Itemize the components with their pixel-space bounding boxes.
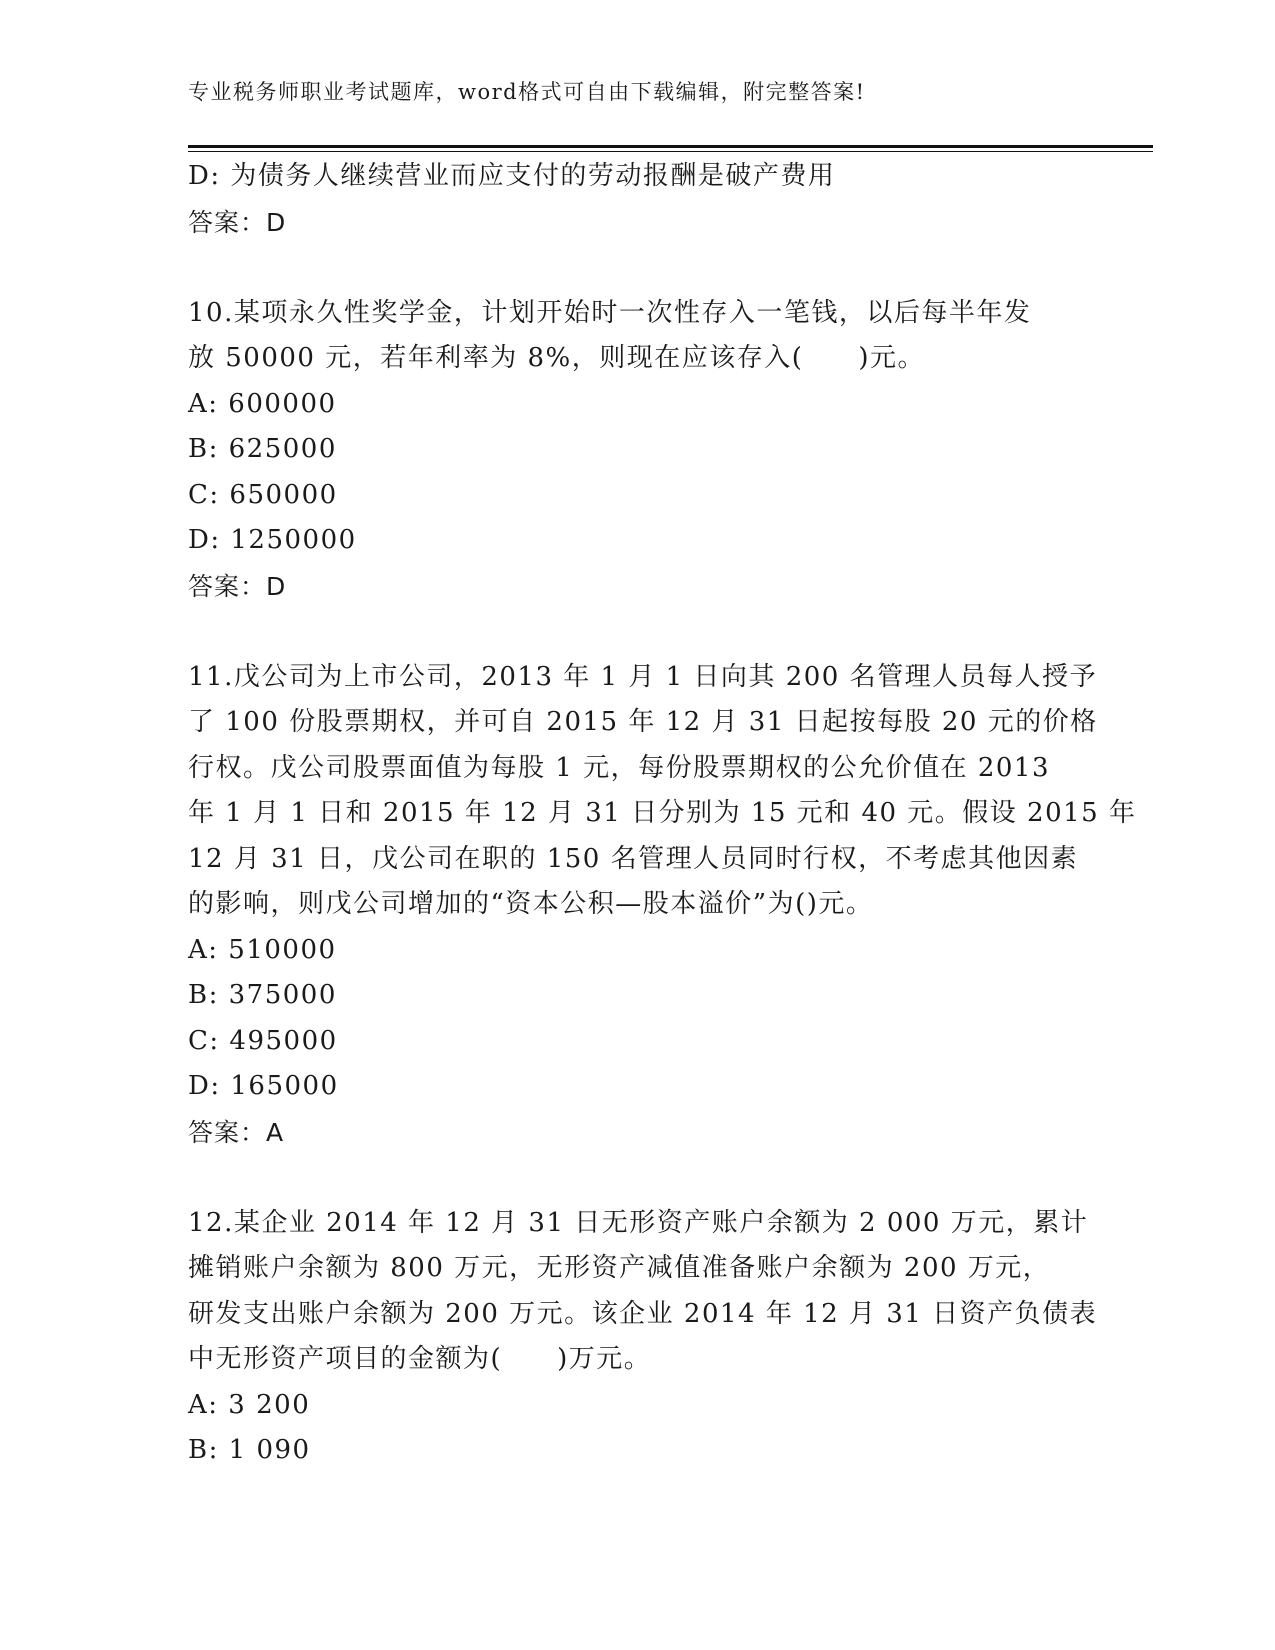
text-line: A: 3 200 [188, 1389, 311, 1420]
text-line: A: 600000 [188, 388, 337, 419]
text-line: 12 月 31 日，戊公司在职的 150 名管理人员同时行权，不考虑其他因素 [188, 843, 1079, 874]
text-line: 放 50000 元，若年利率为 8%，则现在应该存入( )元。 [188, 343, 926, 373]
text-line: 的影响，则戊公司增加的“资本公积—股本溢价”为()元。 [188, 889, 874, 919]
text-line: 中无形资产项目的金额为( )万元。 [188, 1344, 652, 1374]
text-line: 10.某项永久性奖学金，计划开始时一次性存入一笔钱，以后每半年发 [188, 297, 1032, 328]
text-line: 12.某企业 2014 年 12 月 31 日无形资产账户余额为 2 000 万元，累计 [188, 1207, 1089, 1238]
paragraph-gap [188, 1155, 1088, 1201]
page-header: 专业税务师职业考试题库，word格式可自由下载编辑，附完整答案! [188, 80, 866, 104]
answer-line: 答案：D [188, 207, 287, 237]
paragraph-gap [188, 245, 1088, 291]
text-line: C: 650000 [188, 479, 338, 510]
text-line: A: 510000 [188, 934, 337, 965]
text-line: D: 为债务人继续营业而应支付的劳动报酬是破产费用 [188, 161, 836, 191]
text-line: 年 1 月 1 日和 2015 年 12 月 31 日分别为 15 元和 40 元。假设 2015 年 [188, 798, 1137, 828]
text-line: D: 165000 [188, 1071, 339, 1101]
answer-line: 答案：D [188, 571, 287, 601]
text-line: D: 1250000 [188, 525, 357, 555]
text-line: B: 375000 [188, 980, 337, 1010]
text-line: C: 495000 [188, 1025, 338, 1056]
header-rule-thin [188, 151, 1153, 152]
text-line: 摊销账户余额为 800 万元，无形资产减值准备账户余额为 200 万元， [188, 1253, 1051, 1283]
text-line: 研发支出账户余额为 200 万元。该企业 2014 年 12 月 31 日资产负债表 [188, 1298, 1098, 1329]
text-line: B: 1 090 [188, 1435, 311, 1465]
answer-line: 答案：A [188, 1117, 285, 1147]
question-content [188, 154, 1137, 1474]
header-rule-thick [188, 145, 1153, 148]
text-line: 行权。戊公司股票面值为每股 1 元，每份股票期权的公允价值在 2013 [188, 752, 1051, 783]
paragraph-gap [188, 609, 1088, 655]
text-line: B: 625000 [188, 434, 337, 464]
text-line: 了 100 份股票期权，并可自 2015 年 12 月 31 日起按每股 20 元的价格 [188, 707, 1098, 737]
text-line: 11.戊公司为上市公司，2013 年 1 月 1 日向其 200 名管理人员每人授予 [188, 661, 1098, 692]
